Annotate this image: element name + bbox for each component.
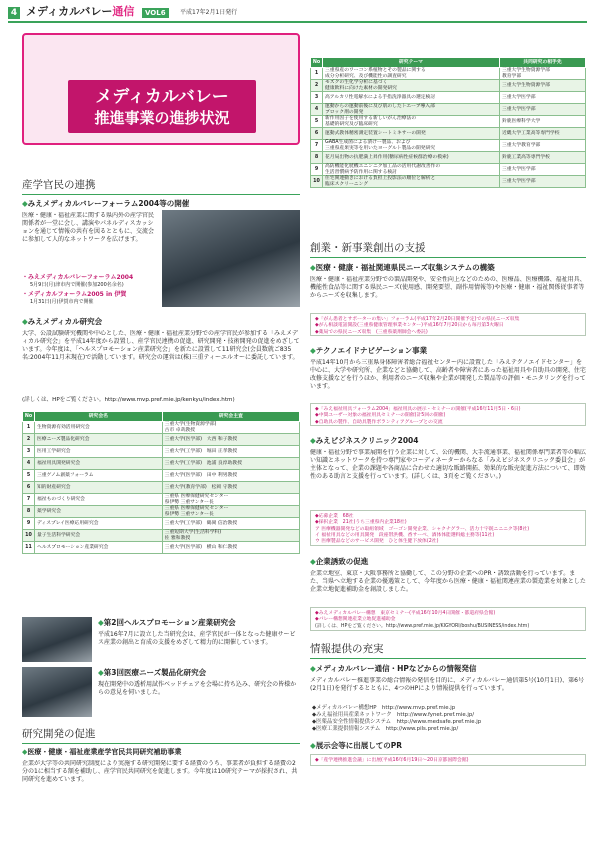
row-partner: 三重県 医療保健研究センター 県伊勢 三重サンター長 bbox=[162, 494, 299, 506]
kenkyukai3-heading-text: 第3回医療ニーズ製品化研究会 bbox=[103, 668, 207, 677]
row-title: 運動からの運動前後に及び肌のしたトエーブ導入部 ブロック剤の開発 bbox=[323, 104, 500, 116]
kigyo-heading-text: 企業誘致の促進 bbox=[315, 557, 369, 566]
row-number: 7 bbox=[23, 494, 35, 506]
row-number: 10 bbox=[311, 176, 323, 188]
table-row bbox=[23, 494, 300, 506]
newsletter-title bbox=[26, 5, 134, 20]
technoaid-body: 平成14年10月から三重県身体障害者総合福祉センター内に設置した「みえテクノエイドセンター」を中心に、大学や研究所、企業などと協働して、高齢者や障害者にあった福祉用具や自助具の開発、住宅改修支援などを行うほか、利用者のニーズ収集や企業が開発した製品等の評価・モニタリングを行っています。 bbox=[310, 359, 586, 391]
table-row bbox=[311, 140, 586, 152]
row-title: 花月局出物の抗肥満上昇作用(糖尿病性症候群治療の模索) bbox=[323, 152, 500, 164]
row-title: 三重県産のワーコン系植物とその製品に関する 成分分析研究、及び機能性の調査研究 bbox=[323, 68, 500, 80]
info-line: ウ 医療製品などのサービス開発 ひと体生健下放体(2社) bbox=[315, 539, 439, 545]
row-partner: 三重大学医学部 bbox=[499, 164, 585, 176]
kigyo-body: 企業立地室、東京・大阪事務所と協働して、この分野の企業へのPR・誘致活動を行っています。また、当県へ立地する企業の優遇策として、今年度から医療・健康・福祉関連産業の製造業を対象とした企業立地促進補助金を創設しました。 bbox=[310, 570, 586, 594]
kigyo-info bbox=[310, 607, 586, 631]
kenminneeds-heading-text: 医療・健康・福祉関連県民ニーズ収集システムの構築 bbox=[315, 263, 495, 272]
kenminneeds-info bbox=[310, 313, 586, 336]
info-line: ◆薬局での県民ニーズ収集 (三重県薬剤師会へ委託) bbox=[315, 329, 428, 335]
tenji-info bbox=[310, 754, 586, 766]
row-title: 量子生活科学研究会 bbox=[35, 530, 163, 542]
table-row bbox=[23, 542, 300, 554]
kenkyukai3-photo bbox=[22, 667, 92, 717]
table-row bbox=[311, 176, 586, 188]
row-partner: 三重大学(医学部) 田中 利男教授 bbox=[162, 470, 299, 482]
row-number: 8 bbox=[311, 152, 323, 164]
row-number: 7 bbox=[311, 140, 323, 152]
row-partner: 三重大学(工学部) 鶴岡 信治教授 bbox=[162, 518, 299, 530]
row-number: 1 bbox=[23, 422, 35, 434]
table-header: 研究会名 bbox=[35, 412, 163, 422]
section-title-renkei: 産学官民の連携 bbox=[22, 179, 96, 191]
tsushin-links bbox=[310, 705, 586, 735]
row-title: 生物資源有効活用研究会 bbox=[35, 422, 163, 434]
kigyo-heading: ◆企業誘致の促進 bbox=[310, 557, 369, 566]
forum-heading: ◆みえメディカルバレーフォーラム2004等の開催 bbox=[22, 199, 190, 208]
info-line: ◆バレー構想関連産業立地促進補助金 bbox=[315, 617, 396, 623]
row-partner: 三重大学(工学部) 池浦 良淳助教授 bbox=[162, 458, 299, 470]
row-partner: 三重大学生物資源学部 bbox=[499, 80, 585, 92]
table-row bbox=[23, 470, 300, 482]
row-number: 10 bbox=[23, 530, 35, 542]
row-number: 2 bbox=[311, 80, 323, 92]
row-title: 新作用因子を使用する新しいがん治療法の 基礎的研究及び臨床研究 bbox=[323, 116, 500, 128]
technoaid-heading-text: テクノエイドナビゲーション事業 bbox=[315, 346, 428, 355]
row-number: 9 bbox=[311, 164, 323, 176]
business-info bbox=[310, 510, 586, 546]
row-title: ディスプレイ医療応用研究会 bbox=[35, 518, 163, 530]
row-partner: 三重大学教育学部 bbox=[499, 140, 585, 152]
info-line: ◆自助具の製作、自助具製作ボランティアグループとの交流 bbox=[315, 419, 443, 425]
technoaid-info bbox=[310, 403, 586, 426]
table-row bbox=[23, 518, 300, 530]
row-title: 住宅関連動きにおける負担上投影法の順位と解析と 臨床スクリーニング bbox=[323, 176, 500, 188]
forum-event2-date: 1月31日(月)伊賀市内で開催 bbox=[30, 299, 94, 305]
row-title: ヘルスプロモーション産業研究会 bbox=[35, 542, 163, 554]
business-heading-text: みえビジネスクリニック2004 bbox=[315, 436, 419, 445]
row-number: 2 bbox=[23, 434, 35, 446]
hp-link[interactable]: ◆医療工業提供情報システム http://www.pils.pref.mie.jp/ bbox=[312, 726, 459, 732]
table-header: No bbox=[23, 412, 35, 422]
row-number: 6 bbox=[311, 128, 323, 140]
row-title: 三重ゲノム創薬フォーラム bbox=[35, 470, 163, 482]
row-partner: 三重大学医学部 bbox=[499, 104, 585, 116]
row-partner: 三重大学(医学部) 大西 和子教授 bbox=[162, 434, 299, 446]
row-partner: 三重大学(工学部) 堀田 正孝教授 bbox=[162, 446, 299, 458]
hp-link[interactable]: ◆医薬品安全性情報提供システム http://www.medsafe.pref.mie.jp bbox=[312, 719, 482, 725]
row-title: 医療ニーズ製品化研究会 bbox=[35, 434, 163, 446]
table-row bbox=[23, 530, 300, 542]
row-number: 4 bbox=[23, 458, 35, 470]
table-row bbox=[23, 446, 300, 458]
hp-link[interactable]: ◆みえ福祉用具産業ネットワーク http://www.fynet.pref.mie.jp/ bbox=[312, 712, 475, 718]
row-partner: 三重大学医学部 bbox=[499, 176, 585, 188]
row-partner: 三重大学(教育学部) 松岡 守教授 bbox=[162, 482, 299, 494]
kenkyukai2-heading-text: 第2回ヘルスプロモーション産業研究会 bbox=[103, 618, 236, 627]
info-line: ◆「みえ福祉用具フォーラム2004」福祉用具の展示・セミナーの開催(平成16年11月5日・6日) bbox=[315, 407, 521, 412]
info-line: ◆中間ユーザー対象の福祉用具セミナーの開催(計5回の開催) bbox=[315, 413, 446, 419]
header-rule bbox=[8, 21, 587, 23]
forum-event2: ・メディカルフォーラム2005 in 伊賀 bbox=[22, 291, 127, 298]
row-partner: 三重大学(医学部) 横山 和仁教授 bbox=[162, 542, 299, 554]
kyodo-heading: ◆医療・健康・福祉産業産学官民共同研究補助事業 bbox=[22, 748, 182, 756]
info-line: ◆「産学連携推進会議」に出展(平成16年6月19日〜20日京都国際会館) bbox=[315, 758, 469, 763]
feature-title-line1: メディカルバレー bbox=[95, 87, 229, 107]
section-title-kaihatsu: 研究開発の促進 bbox=[22, 728, 96, 740]
row-number: 3 bbox=[311, 92, 323, 104]
kenkyukai-table-body bbox=[23, 422, 300, 554]
row-number: 9 bbox=[23, 518, 35, 530]
kigyo-url[interactable]: (詳しくは、HPをご覧ください。http://www.pref.mie.jp/KIGYORI/boshu/BUSINESS/index.htm) bbox=[315, 623, 530, 629]
table-row bbox=[311, 116, 586, 128]
table-row bbox=[23, 506, 300, 518]
hp-link[interactable]: ◆メディカルバレー構想HP http://www.mvp.pref.mie.jp bbox=[312, 705, 456, 711]
row-title: 福祉ものづくり研究会 bbox=[35, 494, 163, 506]
info-line: ア 医療機器開発などの取組領域 ゴーゴン開発企業、シャクナグラー、活力十字既ニニニク等(8社) bbox=[315, 526, 530, 532]
table-row bbox=[23, 434, 300, 446]
section-title-joho: 情報提供の充実 bbox=[310, 643, 384, 655]
table-row bbox=[23, 482, 300, 494]
kenkyukai2-photo bbox=[22, 617, 92, 662]
tsushin-heading-text: メディカルバレー通信・HPなどからの情報発信 bbox=[315, 664, 477, 673]
feature-title-line2: 推進事業の進捗状況 bbox=[94, 109, 230, 127]
table-row bbox=[311, 152, 586, 164]
row-number: 5 bbox=[311, 116, 323, 128]
research-theme-table bbox=[310, 57, 586, 188]
row-number: 3 bbox=[23, 446, 35, 458]
row-title: GABA生成菌による漬けー製品、および 三重県産果実等を用いたヨーグルト製品の開発研究 bbox=[323, 140, 500, 152]
tsushin-body: メディカルバレー推進事業の総合情報の発信を目的に、メディカルバレー通信第5号(10月1日)、第6号(2月1日)を発行するとともに、4つのHPにより情報提供を行っています。 bbox=[310, 677, 584, 693]
kenminneeds-body: 医療・健康・福祉産業分野での製品開発や、安全性向上などのための、医療品、医療機器、福祉用具、機能性食品等に関する県民ニーズ(使用感、開発要望、副作用情報等)や医療・健康・福祉関係従事者等からニーズを収集します。 bbox=[310, 276, 586, 300]
info-line: ◆応募企業 68社 bbox=[315, 514, 354, 519]
row-title: モズクの生化学分析に基づく 健康飲料に向けた素材の開発研究 bbox=[323, 80, 500, 92]
issue-date: 平成17年2月1日発行 bbox=[180, 9, 238, 16]
tsushin-heading: ◆メディカルバレー通信・HPなどからの情報発信 bbox=[310, 664, 477, 673]
tenji-heading: ◆展示会等に出展してのPR bbox=[310, 741, 403, 750]
forum-body: 医療・健康・福祉産業に関する県内外の産学官民関係者が一堂に会し、講演やパネルディスカッションを通じて情報の共有を図るとともに、交流会に参加して人的なネットワークを広げます。 bbox=[22, 212, 155, 244]
kenkyukai2-heading: ◆第2回ヘルスプロモーション産業研究会 bbox=[98, 618, 236, 627]
row-partner: 鈴鹿工業高等専門学校 bbox=[499, 152, 585, 164]
row-title: 高アルカリ性電解水による手指洗浄器具の選定検討 bbox=[323, 92, 500, 104]
row-number: 5 bbox=[23, 470, 35, 482]
kyodo-body: 企業が大学等の共同研究制度により実施する研究開発に要する経費のうち、事業者が負担する経費の2分の1に相当する額を補助し、産学官民共同研究を促進します。今年度は10研究テーマが採択され、共同研究を進めています。 bbox=[22, 760, 298, 784]
technoaid-heading: ◆テクノエイドナビゲーション事業 bbox=[310, 346, 428, 355]
research-theme-table-body bbox=[311, 68, 586, 188]
section-rule bbox=[22, 743, 300, 744]
row-number: 1 bbox=[311, 68, 323, 80]
section-title-sogyo: 創業・新事業創出の支援 bbox=[310, 242, 426, 254]
section-rule bbox=[22, 194, 300, 195]
tenji-heading-text: 展示会等に出展してのPR bbox=[315, 741, 403, 750]
kenkyukai-heading-text: みえメディカル研究会 bbox=[27, 317, 103, 326]
row-partner: 三重大学医学部 bbox=[499, 92, 585, 104]
row-partner: 三重県 医療保健研究センター 県伊勢 三重サンター長 bbox=[162, 506, 299, 518]
row-number: 6 bbox=[23, 482, 35, 494]
forum-photo bbox=[162, 210, 300, 307]
row-number: 4 bbox=[311, 104, 323, 116]
forum-event1: ・みえメディカルバレーフォーラム2004 bbox=[22, 274, 134, 281]
row-number: 8 bbox=[23, 506, 35, 518]
table-row bbox=[311, 164, 586, 176]
kenkyukai3-body: 現在開発中の透析用試作ベッドチェアを会場に持ち込み、研究会の皆様からの意見を伺いました。 bbox=[98, 681, 297, 697]
kyodo-heading-text: 医療・健康・福祉産業産学官民共同研究補助事業 bbox=[27, 748, 182, 756]
kenminneeds-heading: ◆医療・健康・福祉関連県民ニーズ収集システムの構築 bbox=[310, 263, 495, 272]
table-header: No bbox=[311, 58, 323, 68]
section-rule bbox=[310, 658, 586, 659]
page-number: 4 bbox=[8, 7, 20, 19]
row-title: 薬学研究会 bbox=[35, 506, 163, 518]
table-row bbox=[311, 68, 586, 80]
info-line: ◆「がん患者とサポーターの集い」フォーラム(平成17年2月20日開催予定)での県民ニーズ収集 bbox=[315, 317, 520, 322]
table-header: 研究会主査 bbox=[162, 412, 299, 422]
info-line: ◆みえメディカルバレー構想 東京セミナー(平成16年10月4日開催・都道府県会館) bbox=[315, 611, 496, 616]
row-partner: 三重大学(生物資源学部) 古市 卓哉教授 bbox=[162, 422, 299, 434]
table-header: 共同研究の相手先 bbox=[499, 58, 585, 68]
kenkyukai-heading: ◆みえメディカル研究会 bbox=[22, 317, 103, 326]
info-line: イ 福祉用具などの用具開発 段座帯洪機、香サーベ、酒体体能選料総主務等(11社) bbox=[315, 532, 495, 538]
row-title: 運動式教体精密測定装置シートミキサーの開発 bbox=[323, 128, 500, 140]
table-row bbox=[311, 92, 586, 104]
kenkyukai2-body: 平成16年7月に設立した当研究会は、産学官民が一体となった健康サービス産業の創出と育成の支援をめざして精力的に開催しています。 bbox=[98, 631, 296, 647]
kenkyukai3-heading: ◆第3回医療ニーズ製品化研究会 bbox=[98, 668, 207, 677]
feature-title-panel bbox=[68, 80, 256, 133]
row-partner: 三重短期大学(生活科学科) 佐 雅和教授 bbox=[162, 530, 299, 542]
row-title: 知的財産研究会 bbox=[35, 482, 163, 494]
section-rule bbox=[310, 257, 586, 258]
row-title: 福祉用具開発研究会 bbox=[35, 458, 163, 470]
business-body: 健康・福祉分野で事業展開を行う企業に対して、公的機関、大手流通事業、福祉関係専門業者等の幅広い知識とネットワークを持つ専門家やコーディネーターからなる「みえビジネスクリニック委員会」が主体となって、企業の課題や各商品に合わせた適切な販路開拓、効果的な販売促進方法について、即効性のある助言と支援を行っています。(詳しくは、3頁をご覧ください。) bbox=[310, 449, 586, 481]
row-title: 医用工学研究会 bbox=[35, 446, 163, 458]
feature-title-box bbox=[22, 33, 300, 145]
table-row bbox=[311, 104, 586, 116]
info-line: ◆採択企業 21社(うち三重県内企業18社) bbox=[315, 520, 407, 526]
row-partner: 鈴鹿医療科学大学 bbox=[499, 116, 585, 128]
table-header: 研究テーマ bbox=[323, 58, 500, 68]
row-number: 11 bbox=[23, 542, 35, 554]
row-partner: 近畿大学工業高等専門学校 bbox=[499, 128, 585, 140]
business-heading: ◆みえビジネスクリニック2004 bbox=[310, 436, 419, 445]
newsletter-title-b: 通信 bbox=[112, 5, 135, 18]
table-row bbox=[23, 458, 300, 470]
volume-badge: VOL6 bbox=[142, 8, 169, 18]
forum-heading-text: みえメディカルバレーフォーラム2004等の開催 bbox=[27, 199, 190, 208]
newsletter-title-a: メディカルバレー bbox=[26, 5, 113, 18]
kenkyukai-url[interactable]: (詳しくは、HPをご覧ください。http://www.mvp.pref.mie.jp/kenkyu/index.htm) bbox=[22, 397, 235, 403]
info-line: ◆がん相談電話開設(三重県健康管理事業センター)平成16年7月20日から毎月第3火曜日 bbox=[315, 323, 504, 329]
kenkyukai-body: 大学、公設試験研究機関や中心とした、医療・健康・福祉産業分野での産学官民が参加する「みえメディカル研究会」を平成14年度から設置し、産学官民連携の促進、研究開発・技術開発の促進をめざしています。今年度は、「ヘルスプロモーション産業研究会」を新たに設置して11研究会(会員数就ご835名:2004年11月末現在)で活動しています。研究会の運営は(株)三重ティーエルオーに委託しています。 bbox=[22, 330, 300, 362]
table-row bbox=[311, 128, 586, 140]
forum-event1-date: 5月9日(月)津市内で開催(参加200名余名) bbox=[30, 282, 124, 288]
row-partner: 三重大学生物資源学部 教育学部 bbox=[499, 68, 585, 80]
table-row bbox=[23, 422, 300, 434]
row-title: 高防機能化胱機エニンニク加工品の活用代謝改善作の 生活習慣病予防作用に関する検討 bbox=[323, 164, 500, 176]
table-row bbox=[311, 80, 586, 92]
kenkyukai-table bbox=[22, 411, 300, 554]
